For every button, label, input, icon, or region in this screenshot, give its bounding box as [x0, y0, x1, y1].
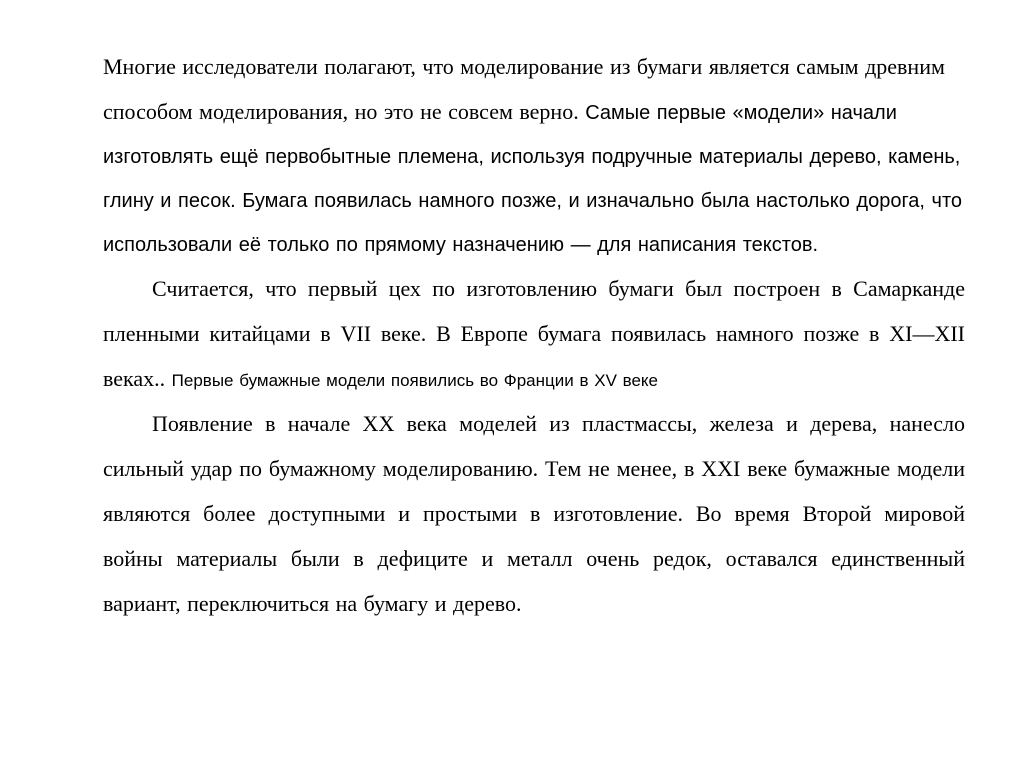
text-run: Самые первые «модели» начали изготовлять ещё первобытные племена, используя подручные материалы дерево, камень, глину и песок. Бумага появилась намного позже, и изначально была настолько дорога, что использовали её только по прямому назначению — для написания текстов. — [103, 102, 963, 256]
paragraph — [103, 403, 965, 628]
text-run: Считается, что первый цех по изготовлению бумаги был построен в Самарканде пленными китайцами в VII веке. В Европе бумага появилась намного позже в XI—XII веках.. — [103, 276, 965, 391]
text-run: Многие исследователи полагают, что моделирование из бумаги является самым древним способом моделирования, но это не совсем верно. — [103, 54, 945, 124]
paragraph — [103, 46, 965, 268]
text-run: Первые бумажные модели появились во Франции в XV веке — [171, 371, 659, 390]
paragraph — [103, 268, 965, 403]
text-run: Появление в начале XX века моделей из пластмассы, железа и дерева, нанесло сильный удар по бумажному моделированию. Тем не менее, в XXI веке бумажные модели являются более доступными и простыми в изготовление. Во время Второй мировой войны материалы были в дефиците и металл очень редок, оставался единственный вариант, переключиться на бумагу и дерево. — [103, 411, 965, 616]
